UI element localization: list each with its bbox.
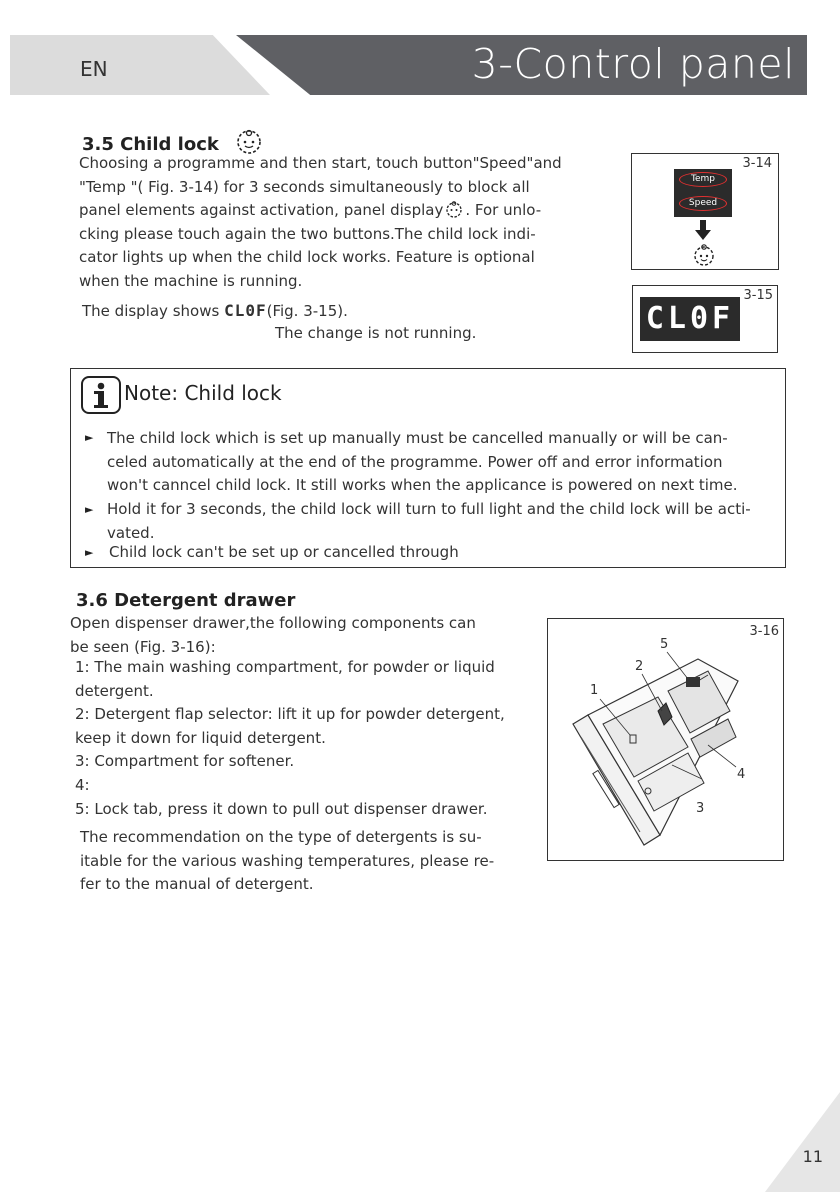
child-lock-description: Choosing a programme and then start, touch button"Speed"and "Temp "( Fig. 3-14) for 3 seconds simultaneously to block all panel elements against activation, panel display . For unlo- cking please touch again the two buttons.The child lock indi- cator lights up when the child lock works. Feature is optional when the machine is running. xyxy=(79,154,562,290)
child-lock-face-icon xyxy=(691,242,717,268)
note-title: Note: Child lock xyxy=(124,381,282,405)
detergent-drawer-illustration xyxy=(548,619,785,862)
display-shows-line: The display shows CL0F(Fig. 3-15). xyxy=(82,301,348,320)
detergent-recommendation: The recommendation on the type of detergents is su- itable for the various washing temperatures, please re- fer to the manual of detergent. xyxy=(80,828,495,894)
note-child-lock xyxy=(70,368,786,568)
callout-3: 3 xyxy=(696,801,705,816)
callout-2: 2 xyxy=(635,659,644,674)
figure-3-16 xyxy=(547,618,784,861)
temp-button: Temp xyxy=(679,172,727,187)
figure-label: 3-16 xyxy=(749,624,779,639)
arrow-down-icon xyxy=(695,220,711,240)
figure-label: 3-14 xyxy=(742,156,772,171)
bullet-icon: ► xyxy=(85,546,94,559)
callout-5: 5 xyxy=(660,637,669,652)
note-item-3: Child lock can't be set up or cancelled through xyxy=(109,543,459,561)
display-panel: CL0F xyxy=(640,297,740,341)
change-not-running: The change is not running. xyxy=(275,324,477,342)
section-title-detergent-drawer: 3.6 Detergent drawer xyxy=(76,590,296,611)
bullet-icon: ► xyxy=(85,431,94,444)
display-code-inline: CL0F xyxy=(224,301,267,320)
page-corner-decoration xyxy=(765,1092,840,1192)
bullet-icon: ► xyxy=(85,503,94,516)
note-item-1: The child lock which is set up manually must be cancelled manually or will be can- celed automatically at the end of the programme. Power off and error information won't canncel child lock. It still works when the applicance is powered on next time. xyxy=(107,429,738,495)
page-number: 11 xyxy=(802,1147,823,1166)
header-light-band xyxy=(10,35,270,95)
detergent-drawer-components: 1: The main washing compartment, for powder or liquid detergent. 2: Detergent flap selector: lift it up for powder detergent, keep it down for liquid detergent. 3: Compartment for softener. 4: 5: Lock tab, press it down to pull out dispenser drawer. xyxy=(75,658,505,818)
figure-3-15 xyxy=(632,285,778,353)
page-title: 3-Control panel xyxy=(471,40,795,88)
section-title-child-lock: 3.5 Child lock xyxy=(82,127,269,157)
detergent-drawer-intro: Open dispenser drawer,the following components can be seen (Fig. 3-16): xyxy=(70,614,476,656)
note-item-2: Hold it for 3 seconds, the child lock will turn to full light and the child lock will be acti- vated. xyxy=(107,500,751,542)
callout-1: 1 xyxy=(590,683,599,698)
callout-4: 4 xyxy=(737,767,746,782)
figure-3-14 xyxy=(631,153,779,270)
child-lock-face-icon xyxy=(443,200,465,218)
language-label: EN xyxy=(80,57,108,81)
speed-button: Speed xyxy=(679,196,727,211)
info-icon xyxy=(81,376,121,414)
figure-label: 3-15 xyxy=(743,288,773,303)
